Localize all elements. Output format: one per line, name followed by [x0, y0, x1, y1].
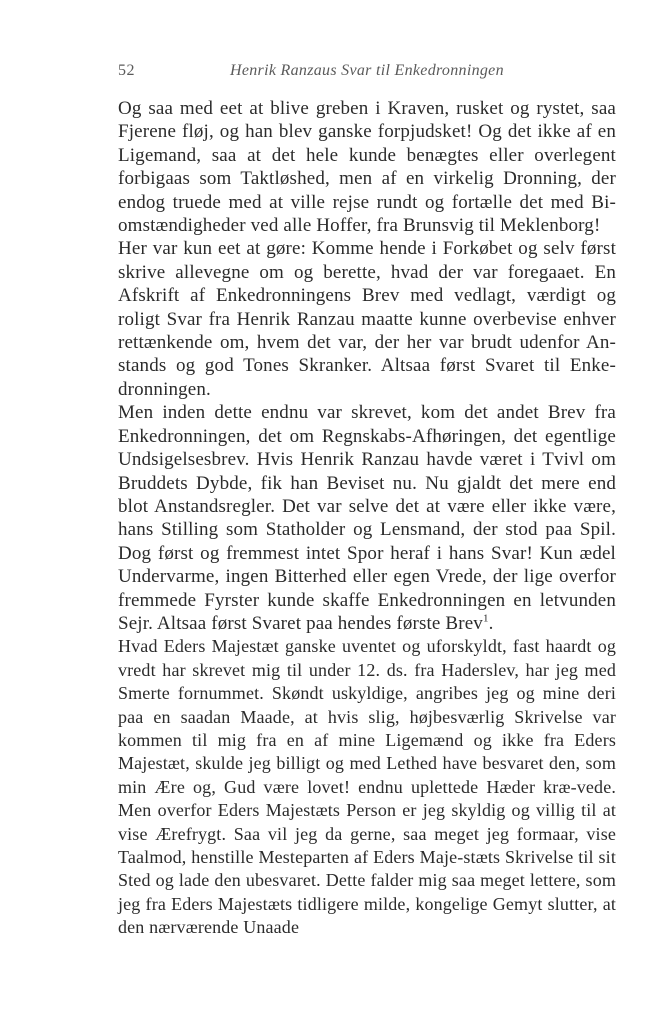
- quoted-letter-paragraph: [118, 635, 616, 939]
- footnote-marker: 1: [482, 612, 489, 625]
- paragraph-1: [118, 97, 616, 237]
- body-text: [118, 97, 616, 940]
- paragraph-1-text: Og saa med eet at blive greben i Kraven, rusket og rystet, saa Fjerene fløj, og han blev ganske forpjudsket! Og det ikke af en Ligemand, saa at det hele kunde benægtes eller overlegent forbigaas som Taktløshed, men af en virkelig Dronning, der endog truede med at ville rejse rundt og fortælle det med Bi-omstændigheder ved alle Hoffer, fra Brunsvig til Meklenborg!: [118, 98, 616, 237]
- running-title: Henrik Ranzaus Svar til Enkedronningen: [230, 62, 504, 79]
- page-number: 52: [118, 62, 135, 79]
- paragraph-3-end: .: [488, 612, 494, 634]
- quoted-letter-text: Hvad Eders Majestæt ganske uventet og uforskyldt, fast haardt og vredt har skrevet mig til under 12. ds. fra Haderslev, har jeg med Smerte fornummet. Skøndt uskyldige, angribes jeg og mine deri paa en saadan Maade, at hvis slig, højbesværlig Skrivelse var kommen til mig fra en af mine Ligemænd og ikke fra Eders Majestæt, skulde jeg billigt og med Lethed have besvaret den, som min Ære og, Gud være lovet! endnu uplettede Hæder kræ-vede. Men overfor Eders Majestæts Person er jeg skyldig og villig til at vise Ærefrygt. Saa vil jeg da gerne, saa meget jeg formaar, vise Taalmod, henstille Mesteparten af Eders Maje-stæts Skrivelse til sit Sted og lade den ubesvaret. Dette falder mig saa meget lettere, som jeg fra Eders Majestæts tidligere milde, kongelige Gemyt slutter, at den nærværende Unaade: [118, 636, 616, 938]
- page-header: [118, 62, 616, 86]
- paragraph-3: [118, 401, 616, 635]
- paragraph-3-text: Men inden dette endnu var skrevet, kom det andet Brev fra Enkedronningen, det om Regnskabs-Afhøringen, det egentlige Undsigelsesbrev. Hvis Henrik Ranzau havde været i Tvivl om Bruddets Dybde, fik han Beviset nu. Nu gjaldt det mere end blot Anstandsregler. Det var selve det at være eller ikke være, hans Stilling som Statholder og Lensmand, der stod paa Spil. Dog først og fremmest intet Spor heraf i hans Svar! Kun ædel Undervarme, ingen Bitterhed eller egen Vrede, der lige overfor fremmede Fyrster kunde skaffe Enkedronningen en letvunden Sejr. Altsaa først Svaret paa hendes første Brev: [118, 402, 616, 634]
- paragraph-2-text: Her var kun eet at gøre: Komme hende i Forkøbet og selv først skrive allevegne om og berette, hvad der var foregaaet. En Afskrift af Enkedronningens Brev med vedlagt, værdigt og roligt Svar fra Henrik Ranzau maatte kunne overbevise enhver rettænkende om, hvem det var, der her var brudt udenfor An-stands og god Tones Skranker. Altsaa først Svaret til Enke-dronningen.: [118, 238, 616, 400]
- paragraph-2: [118, 237, 616, 401]
